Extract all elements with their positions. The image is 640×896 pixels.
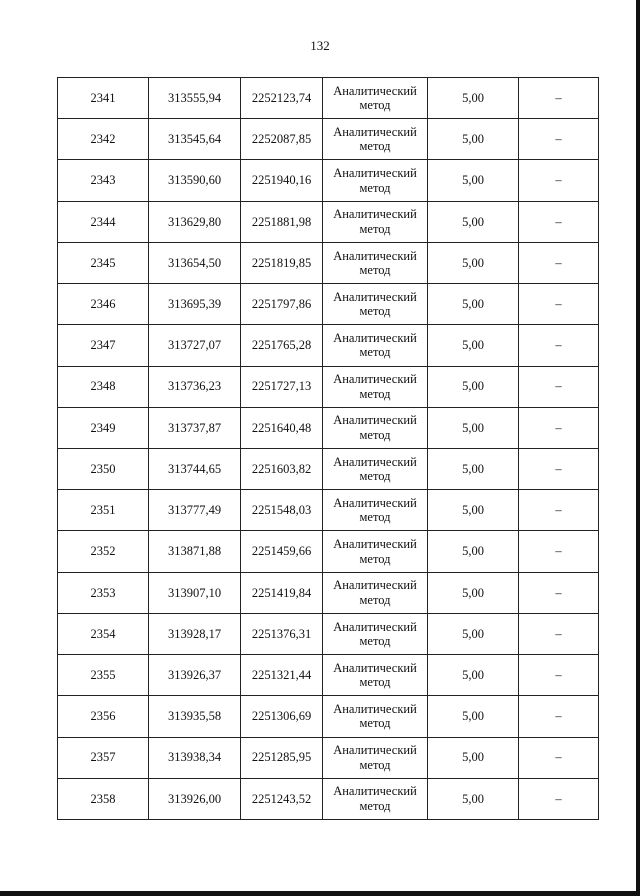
y-coordinate-cell: 2252123,74 (241, 78, 323, 119)
method-cell: Аналитический метод (323, 325, 428, 366)
point-number-cell: 2345 (58, 242, 149, 283)
table-row (58, 201, 599, 242)
y-coordinate-cell: 2251459,66 (241, 531, 323, 572)
note-cell: – (519, 572, 599, 613)
x-coordinate-cell: 313727,07 (149, 325, 241, 366)
table-row (58, 531, 599, 572)
table-row (58, 448, 599, 489)
accuracy-cell: 5,00 (428, 160, 519, 201)
method-cell: Аналитический метод (323, 490, 428, 531)
note-cell: – (519, 531, 599, 572)
point-number-cell: 2355 (58, 655, 149, 696)
method-cell: Аналитический метод (323, 119, 428, 160)
y-coordinate-cell: 2251321,44 (241, 655, 323, 696)
x-coordinate-cell: 313555,94 (149, 78, 241, 119)
scan-border-bottom (0, 891, 640, 896)
method-cell: Аналитический метод (323, 778, 428, 819)
note-cell: – (519, 778, 599, 819)
note-cell: – (519, 366, 599, 407)
x-coordinate-cell: 313654,50 (149, 242, 241, 283)
point-number-cell: 2357 (58, 737, 149, 778)
method-cell: Аналитический метод (323, 407, 428, 448)
accuracy-cell: 5,00 (428, 201, 519, 242)
method-cell: Аналитический метод (323, 531, 428, 572)
method-cell: Аналитический метод (323, 160, 428, 201)
x-coordinate-cell: 313590,60 (149, 160, 241, 201)
method-cell: Аналитический метод (323, 78, 428, 119)
point-number-cell: 2346 (58, 284, 149, 325)
y-coordinate-cell: 2251819,85 (241, 242, 323, 283)
y-coordinate-cell: 2251306,69 (241, 696, 323, 737)
point-number-cell: 2354 (58, 613, 149, 654)
method-cell: Аналитический метод (323, 737, 428, 778)
accuracy-cell: 5,00 (428, 366, 519, 407)
table-row (58, 696, 599, 737)
point-number-cell: 2348 (58, 366, 149, 407)
point-number-cell: 2342 (58, 119, 149, 160)
y-coordinate-cell: 2251243,52 (241, 778, 323, 819)
accuracy-cell: 5,00 (428, 284, 519, 325)
x-coordinate-cell: 313871,88 (149, 531, 241, 572)
method-cell: Аналитический метод (323, 284, 428, 325)
note-cell: – (519, 325, 599, 366)
accuracy-cell: 5,00 (428, 78, 519, 119)
table-row (58, 572, 599, 613)
accuracy-cell: 5,00 (428, 448, 519, 489)
point-number-cell: 2358 (58, 778, 149, 819)
x-coordinate-cell: 313545,64 (149, 119, 241, 160)
note-cell: – (519, 201, 599, 242)
accuracy-cell: 5,00 (428, 778, 519, 819)
accuracy-cell: 5,00 (428, 696, 519, 737)
accuracy-cell: 5,00 (428, 613, 519, 654)
method-cell: Аналитический метод (323, 448, 428, 489)
method-cell: Аналитический метод (323, 572, 428, 613)
method-cell: Аналитический метод (323, 201, 428, 242)
y-coordinate-cell: 2251940,16 (241, 160, 323, 201)
x-coordinate-cell: 313907,10 (149, 572, 241, 613)
point-number-cell: 2347 (58, 325, 149, 366)
y-coordinate-cell: 2251603,82 (241, 448, 323, 489)
accuracy-cell: 5,00 (428, 490, 519, 531)
y-coordinate-cell: 2251797,86 (241, 284, 323, 325)
table-row (58, 242, 599, 283)
note-cell: – (519, 160, 599, 201)
point-number-cell: 2343 (58, 160, 149, 201)
point-number-cell: 2341 (58, 78, 149, 119)
note-cell: – (519, 78, 599, 119)
note-cell: – (519, 737, 599, 778)
note-cell: – (519, 448, 599, 489)
table-row (58, 78, 599, 119)
point-number-cell: 2344 (58, 201, 149, 242)
table-row (58, 613, 599, 654)
table-row (58, 407, 599, 448)
y-coordinate-cell: 2251881,98 (241, 201, 323, 242)
scan-border-right (636, 0, 640, 896)
table-body (58, 78, 599, 820)
point-number-cell: 2356 (58, 696, 149, 737)
x-coordinate-cell: 313938,34 (149, 737, 241, 778)
accuracy-cell: 5,00 (428, 655, 519, 696)
x-coordinate-cell: 313777,49 (149, 490, 241, 531)
point-number-cell: 2352 (58, 531, 149, 572)
point-number-cell: 2349 (58, 407, 149, 448)
method-cell: Аналитический метод (323, 366, 428, 407)
table-row (58, 284, 599, 325)
accuracy-cell: 5,00 (428, 407, 519, 448)
y-coordinate-cell: 2252087,85 (241, 119, 323, 160)
y-coordinate-cell: 2251727,13 (241, 366, 323, 407)
point-number-cell: 2350 (58, 448, 149, 489)
y-coordinate-cell: 2251376,31 (241, 613, 323, 654)
accuracy-cell: 5,00 (428, 325, 519, 366)
point-number-cell: 2353 (58, 572, 149, 613)
note-cell: – (519, 490, 599, 531)
method-cell: Аналитический метод (323, 613, 428, 654)
x-coordinate-cell: 313928,17 (149, 613, 241, 654)
x-coordinate-cell: 313744,65 (149, 448, 241, 489)
note-cell: – (519, 696, 599, 737)
y-coordinate-cell: 2251548,03 (241, 490, 323, 531)
y-coordinate-cell: 2251640,48 (241, 407, 323, 448)
accuracy-cell: 5,00 (428, 119, 519, 160)
note-cell: – (519, 407, 599, 448)
x-coordinate-cell: 313926,37 (149, 655, 241, 696)
x-coordinate-cell: 313736,23 (149, 366, 241, 407)
method-cell: Аналитический метод (323, 242, 428, 283)
note-cell: – (519, 119, 599, 160)
accuracy-cell: 5,00 (428, 737, 519, 778)
method-cell: Аналитический метод (323, 655, 428, 696)
table-row (58, 655, 599, 696)
note-cell: – (519, 613, 599, 654)
table-row (58, 737, 599, 778)
page-number: 132 (310, 38, 330, 53)
note-cell: – (519, 284, 599, 325)
y-coordinate-cell: 2251765,28 (241, 325, 323, 366)
table-row (58, 160, 599, 201)
note-cell: – (519, 242, 599, 283)
method-cell: Аналитический метод (323, 696, 428, 737)
x-coordinate-cell: 313926,00 (149, 778, 241, 819)
table-row (58, 490, 599, 531)
x-coordinate-cell: 313695,39 (149, 284, 241, 325)
accuracy-cell: 5,00 (428, 572, 519, 613)
accuracy-cell: 5,00 (428, 531, 519, 572)
accuracy-cell: 5,00 (428, 242, 519, 283)
y-coordinate-cell: 2251419,84 (241, 572, 323, 613)
point-number-cell: 2351 (58, 490, 149, 531)
x-coordinate-cell: 313935,58 (149, 696, 241, 737)
x-coordinate-cell: 313629,80 (149, 201, 241, 242)
coordinates-table (57, 77, 599, 820)
y-coordinate-cell: 2251285,95 (241, 737, 323, 778)
table-row (58, 366, 599, 407)
table-row (58, 325, 599, 366)
note-cell: – (519, 655, 599, 696)
table-row (58, 778, 599, 819)
x-coordinate-cell: 313737,87 (149, 407, 241, 448)
table-row (58, 119, 599, 160)
